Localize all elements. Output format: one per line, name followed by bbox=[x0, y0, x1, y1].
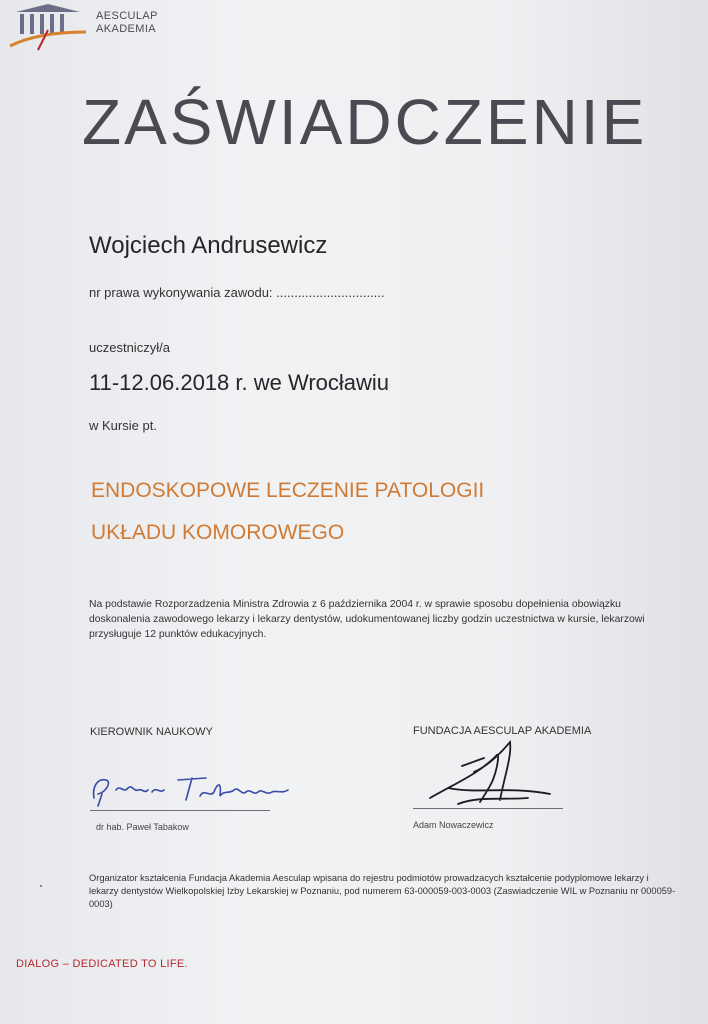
logo-wordmark bbox=[96, 10, 158, 36]
aesculap-logo bbox=[8, 2, 168, 54]
foundation-signatory-name: Adam Nowaczewicz bbox=[413, 820, 494, 830]
temple-columns-icon bbox=[8, 2, 88, 52]
recipient-name: Wojciech Andrusewicz bbox=[89, 232, 328, 259]
legal-basis-text: Na podstawie Rozporzadzenia Ministra Zdrowia z 6 października 2004 r. w sprawie sposobu dopełnienia obowiązku doskonalenia zawodowego lekarzy i lekarzy dentystów, udokumentowanej liczby godzin uczestnictwa w kursie, lekarzowi przysługuje 12 punktów edukacyjnych. bbox=[89, 599, 645, 640]
paper-mark bbox=[40, 885, 42, 887]
signature-line-left bbox=[90, 810, 270, 811]
course-intro-label: w Kursie pt. bbox=[89, 418, 157, 433]
scientific-director-label: KIEROWNIK NAUKOWY bbox=[90, 726, 213, 738]
participated-label: uczestniczył/a bbox=[89, 340, 170, 355]
course-date-location: 11-12.06.2018 r. we Wrocławiu bbox=[89, 370, 390, 395]
certificate-title: ZAŚWIADCZENIE bbox=[82, 86, 648, 158]
logo-line-1: AESCULAP bbox=[96, 10, 158, 22]
license-number-line: nr prawa wykonywania zawodu: .............................. bbox=[89, 285, 385, 300]
foundation-label: FUNDACJA AESCULAP AKADEMIA bbox=[413, 725, 592, 737]
signature-line-right bbox=[413, 808, 563, 809]
footer-slogan: DIALOG – DEDICATED TO LIFE. bbox=[16, 958, 188, 970]
foundation-signature bbox=[418, 738, 568, 814]
course-title bbox=[91, 470, 484, 554]
scientific-director-name: dr hab. Paweł Tabakow bbox=[96, 822, 189, 832]
logo-line-2: AKADEMIA bbox=[96, 23, 157, 35]
scientific-director-signature bbox=[88, 766, 298, 812]
organizer-statement: Organizator kształcenia Fundacja Akademia Aesculap wpisana do rejestru podmiotów prowadzacych kształcenie podyplomowe lekarzy i lekarzy dentystów Wielkopolskiej Izby Lekarskiej w Poznaniu, pod numerem 63-000059-003-0003 (Zaswiadczenie WIL w Poznaniu nr 000059-0003) bbox=[89, 873, 676, 909]
course-title-line-2: UKŁADU KOMOROWEGO bbox=[91, 521, 345, 544]
course-title-line-1: ENDOSKOPOWE LECZENIE PATOLOGII bbox=[91, 479, 485, 502]
